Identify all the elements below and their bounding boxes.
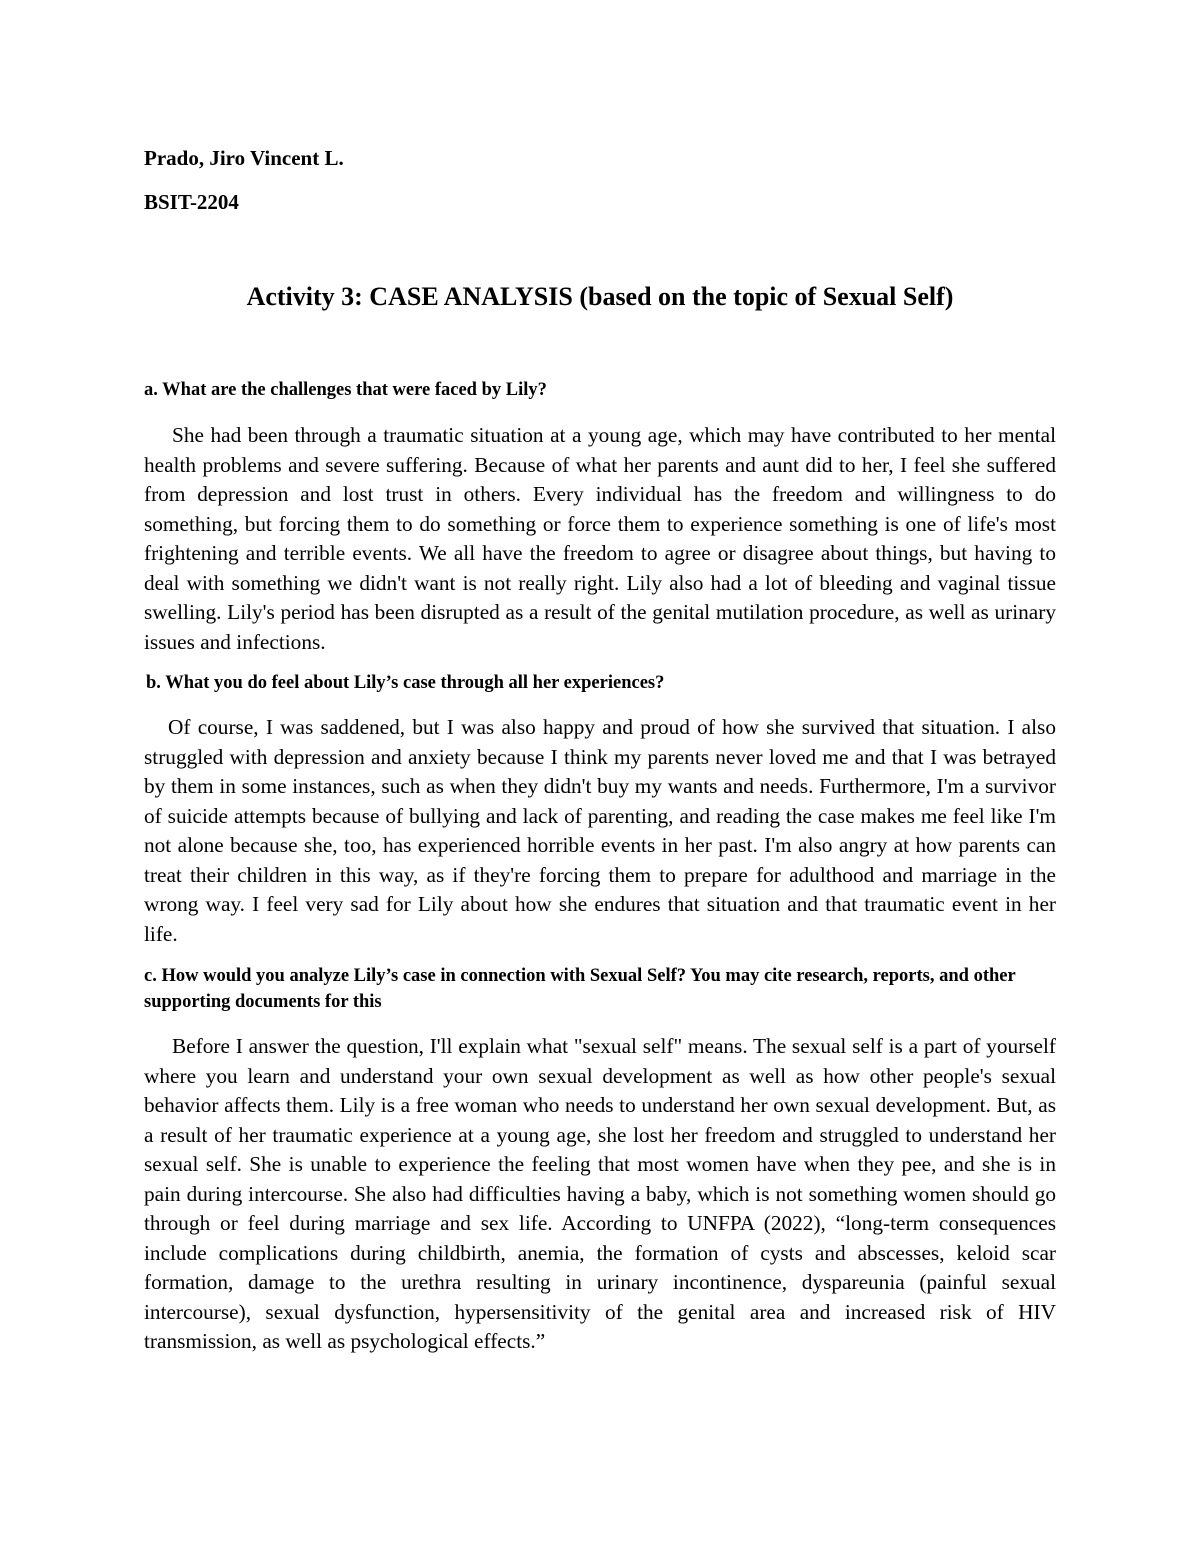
question-b: b. What you do feel about Lily’s case through all her experiences? [146, 673, 665, 693]
question-c: c. How would you analyze Lily’s case in connection with Sexual Self? You may cite research, reports, and other supporting documents for this [144, 966, 1016, 1012]
student-section: BSIT-2204 [144, 190, 239, 214]
question-a: a. What are the challenges that were faced by Lily? [144, 380, 547, 400]
document-title: Activity 3: CASE ANALYSIS (based on the topic of Sexual Self) [246, 282, 954, 311]
answer-c: Before I answer the question, I'll explain what "sexual self" means. The sexual self is a part of yourself where you learn and understand your own sexual development as well as how other people's sexual behavior affects them. Lily is a free woman who needs to understand her own sexual development. But, as a result of her traumatic experience at a young age, she lost her freedom and struggled to understand her sexual self. She is unable to experience the feeling that most women have when they pee, and she is in pain during intercourse. She also had difficulties having a baby, which is not something women should go through or feel during marriage and sex life. According to UNFPA (2022), “long-term consequences include complications during childbirth, anemia, the formation of cysts and abscesses, keloid scar formation, damage to the urethra resulting in urinary incontinence, dyspareunia (painful sexual intercourse), sexual dysfunction, hypersensitivity of the genital area and increased risk of HIV transmission, as well as psychological effects.” [144, 1034, 1056, 1353]
student-name: Prado, Jiro Vincent L. [144, 146, 344, 170]
answer-b: Of course, I was saddened, but I was also happy and proud of how she survived that situation. I also struggled with depression and anxiety because I think my parents never loved me and that I was betrayed by them in some instances, such as when they didn't buy my wants and needs. Furthermore, I'm a survivor of suicide attempts because of bullying and lack of parenting, and reading the case makes me feel like I'm not alone because she, too, has experienced horrible events in her past. I'm also angry at how parents can treat their children in this way, as if they're forcing them to prepare for adulthood and marriage in the wrong way. I feel very sad for Lily about how she endures that situation and that traumatic event in her life. [144, 715, 1056, 946]
answer-a: She had been through a traumatic situation at a young age, which may have contributed to her mental health problems and severe suffering. Because of what her parents and aunt did to her, I feel she suffered from depression and lost trust in others. Every individual has the freedom and willingness to do something, but forcing them to do something or force them to experience something is one of life's most frightening and terrible events. We all have the freedom to agree or disagree about things, but having to deal with something we didn't want is not really right. Lily also had a lot of bleeding and vaginal tissue swelling. Lily's period has been disrupted as a result of the genital mutilation procedure, as well as urinary issues and infections. [144, 423, 1056, 654]
